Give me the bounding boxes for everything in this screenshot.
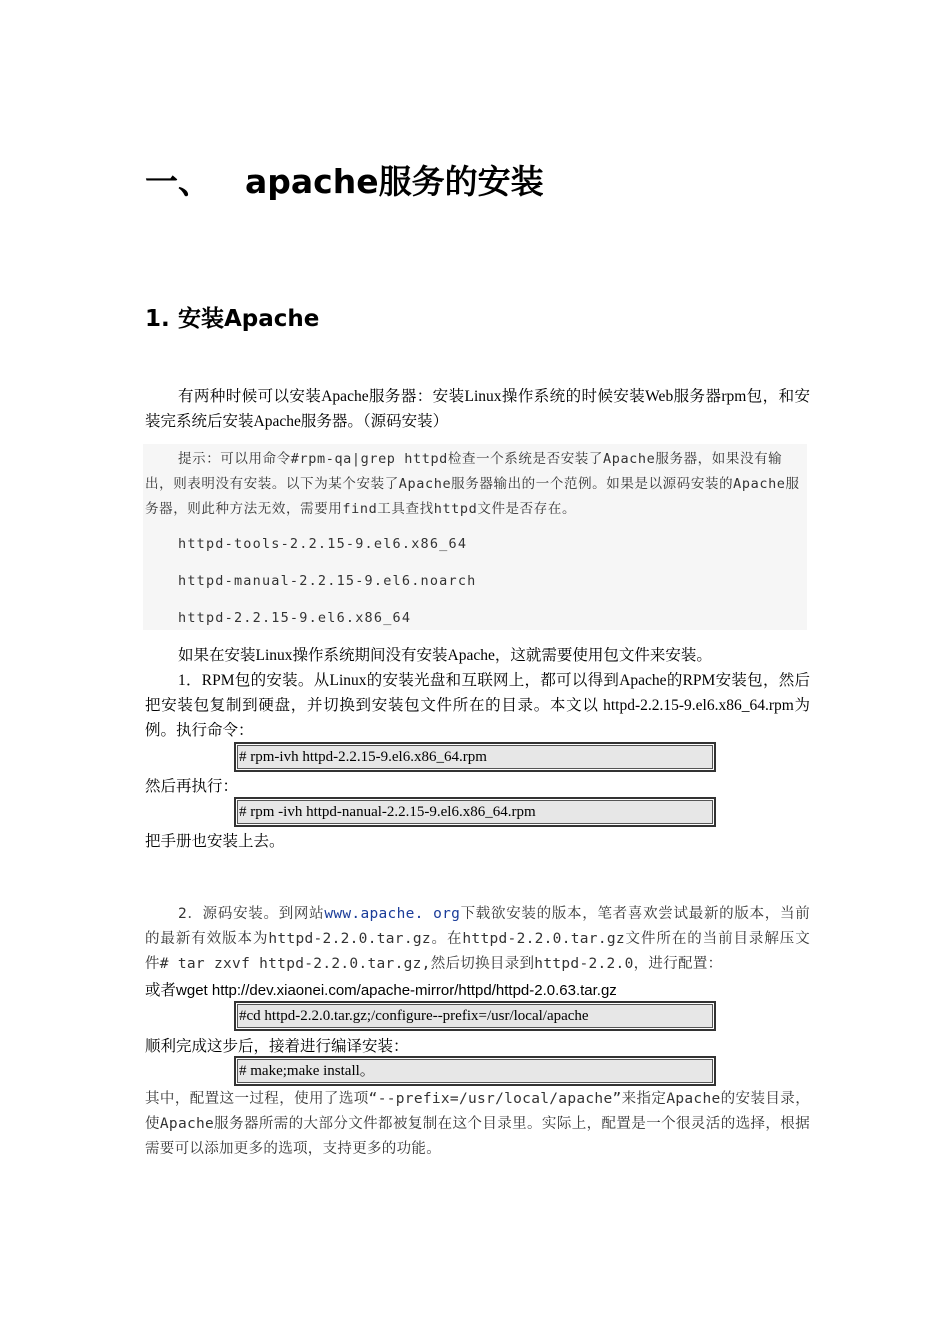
command-box-rpm-manual [234,797,716,827]
then-exec-label: 然后再执行： [145,778,239,795]
after-config-text: 顺利完成这步后，接着进行编译安装： [145,1038,409,1055]
subsection-heading [145,300,319,333]
final-paragraph: 其中，配置这一过程，使用了选项“--prefix=/usr/local/apache”来指定Apache的安装目录，使Apache服务器所需的大部分文件都被复制在这个目录里。实际上，配置是一个很灵活的选择，根据需要可以添加更多的选项，支持更多的功能。 [145,1091,810,1157]
command-box-rpm-install [234,742,716,772]
subsection-title: 安装Apache [178,306,320,332]
section-number: 一、 [145,162,211,201]
package-line: httpd-2.2.15-9.el6.x86_64 [178,610,412,626]
source-paragraph [145,902,810,977]
manual-installed-text: 把手册也安装上去。 [145,833,285,850]
subsection-number: 1. [145,306,170,332]
no-apache-paragraph: 如果在安装Linux操作系统期间没有安装Apache，这就需要使用包文件来安装。 [178,647,712,664]
wget-line [145,978,617,1000]
rpm-paragraph: 1．RPM包的安装。从Linux的安装光盘和互联网上，都可以得到Apache的RPM安装包，然后把安装包复制到硬盘，并切换到安装包文件所在的目录。本文以 httpd-2.2.15-9.el6.x86_64.rpm为例。执行命令： [145,672,810,739]
command-box-configure [234,1001,716,1031]
command-text: #cd httpd-2.2.0.tar.gz;/configure--prefix=/usr/local/apache [239,1008,589,1024]
intro-paragraph: 有两种时候可以安装Apache服务器：安装Linux操作系统的时候安装Web服务器rpm包，和安装完系统后安装Apache服务器。（源码安装） [145,388,810,430]
source-text-part1: 2．源码安装。到网站 [178,906,325,922]
source-text-part2: 下载欲安装的版本，笔者喜欢尝试最新的版本，当前的最新有效版本为httpd-2.2.0.tar.gz。在httpd-2.2.0.tar.gz文件所在的当前目录解压文件# tar zxvf httpd-2.2.0.tar.gz,然后切换目录到httpd-2.2.0，进行配置： [145,906,810,972]
package-line: httpd-tools-2.2.15-9.el6.x86_64 [178,536,468,552]
section-title: apache服务的安装 [245,162,544,201]
wget-command: wget http://dev.xiaonei.com/apache-mirror/httpd/httpd-2.0.63.tar.gz [176,982,617,999]
section-heading [145,156,544,203]
apache-site-link[interactable]: www.apache. org [324,906,461,922]
wget-prefix: 或者 [145,982,177,999]
tip-text: 提示：可以用命令#rpm-qa|grep httpd检查一个系统是否安装了Apache服务器，如果没有输出，则表明没有安装。以下为某个安装了Apache服务器输出的一个范例。如果是以源码安装的Apache服务器，则此种方法无效，需要用find工具查找httpd文件是否存在。 [145,451,800,517]
command-text: # rpm -ivh httpd-nanual-2.2.15-9.el6.x86_64.rpm [239,804,536,820]
command-box-make [234,1056,716,1086]
package-line: httpd-manual-2.2.15-9.el6.noarch [178,573,477,589]
command-text: # make;make install。 [239,1063,375,1079]
command-text: # rpm-ivh httpd-2.2.15-9.el6.x86_64.rpm [239,749,487,765]
